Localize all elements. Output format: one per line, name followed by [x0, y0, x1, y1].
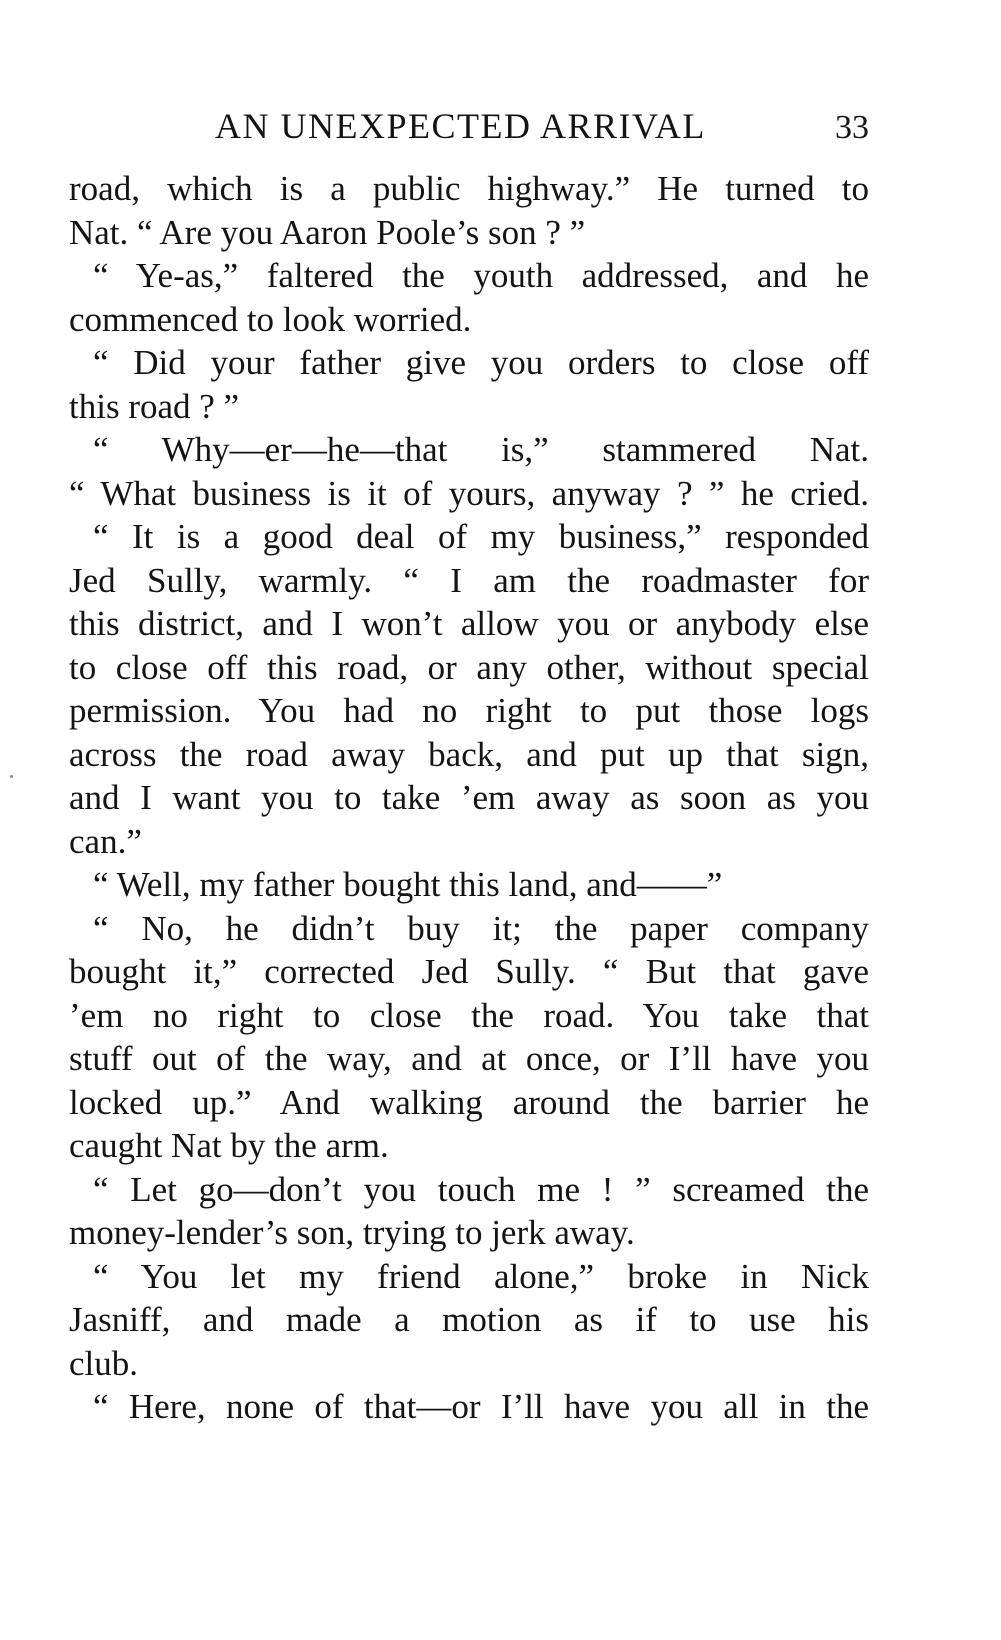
margin-speck: [10, 775, 13, 778]
text-line: this road ? ”: [69, 386, 240, 426]
text-line: “ Well, my father bought this land, and——”: [93, 865, 723, 904]
text-line: “ Here, none of that—or I’ll have you all in the: [93, 1387, 869, 1426]
text-line: “ Ye-as,” faltered the youth addressed, and he: [93, 256, 869, 295]
text-line: and I want you to take ’em away as soon as you: [69, 778, 869, 817]
text-line: “ Did your father give you orders to close off: [93, 343, 869, 382]
body-text: [69, 167, 869, 1429]
text-line: Jed Sully, warmly. “ I am the roadmaster for: [69, 560, 869, 600]
text-line: caught Nat by the arm.: [69, 1126, 389, 1165]
text-line: “ What business is it of yours, anyway ? ” he cried.: [69, 473, 869, 513]
text-line: “ No, he didn’t buy it; the paper company: [93, 908, 869, 948]
text-line: money-lender’s son, trying to jerk away.: [69, 1213, 635, 1252]
running-title: AN UNEXPECTED ARRIVAL: [215, 106, 706, 146]
text-line: “ You let my friend alone,” broke in Nick: [93, 1256, 869, 1296]
text-line: ’em no right to close the road. You take that: [69, 995, 869, 1035]
text-line: “ It is a good deal of my business,” responded: [93, 517, 869, 556]
text-line: club.: [69, 1343, 139, 1383]
text-line: to close off this road, or any other, without special: [69, 647, 869, 687]
text-line: can.”: [69, 821, 142, 861]
text-line: Jasniff, and made a motion as if to use his: [69, 1300, 869, 1339]
text-line: Nat. “ Are you Aaron Poole’s son ? ”: [69, 212, 586, 252]
text-line: “ Let go—don’t you touch me ! ” screamed the: [93, 1169, 869, 1209]
running-head: [69, 104, 869, 148]
text-line: locked up.” And walking around the barrier he: [69, 1082, 869, 1122]
text-line: bought it,” corrected Jed Sully. “ But that gave: [69, 952, 869, 991]
text-line: across the road away back, and put up that sign,: [69, 734, 869, 774]
text-line: stuff out of the way, and at once, or I’ll have you: [69, 1039, 869, 1078]
text-line: permission. You had no right to put those logs: [69, 691, 869, 730]
text-line: “ Why—er—he—that is,” stammered Nat.: [93, 430, 869, 469]
text-line: road, which is a public highway.” He turned to: [69, 169, 869, 208]
page-number: 33: [835, 109, 869, 146]
text-line: this district, and I won’t allow you or anybody else: [69, 604, 869, 643]
text-line: commenced to look worried.: [69, 299, 472, 339]
